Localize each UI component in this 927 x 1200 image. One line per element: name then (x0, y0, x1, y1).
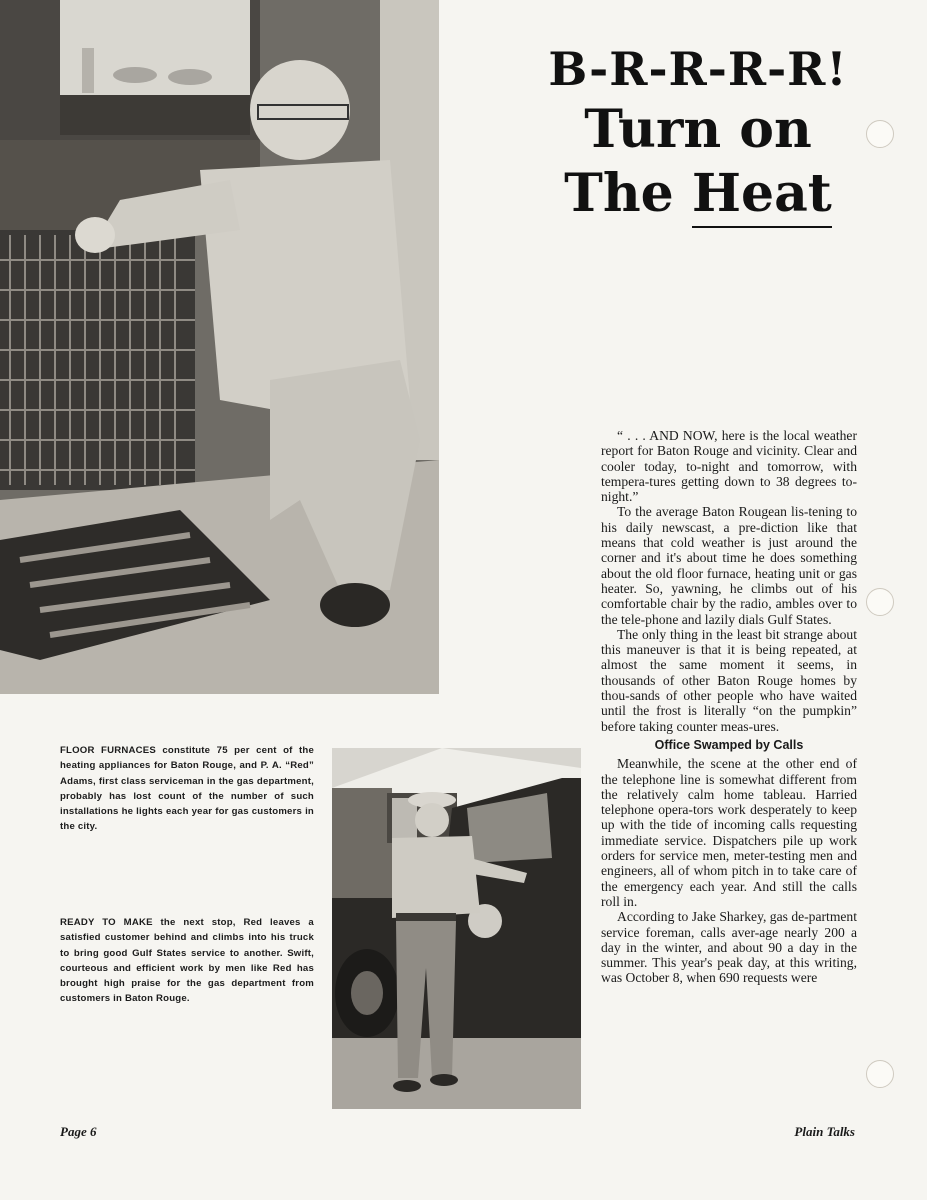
page-number: Page 6 (60, 1124, 97, 1139)
title-line-3 (548, 162, 848, 226)
article-paragraph: To the average Baton Rougean lis-tening to his daily newscast, a pre-diction like that means that cold weather is just around the corner and it's about time he does something about the old floor furnace, heating unit or gas heater. So, yawning, he climbs out of his comfortable chair by the radio, ambles over to the tele-phone and lazily dials Gulf States. (601, 504, 857, 627)
title-line-2: Turn on (584, 99, 812, 160)
punch-hole (866, 1060, 894, 1088)
article-body (601, 428, 857, 986)
caption-lead: READY TO MAKE (60, 917, 153, 928)
furnace-photo (0, 0, 439, 694)
punch-hole (866, 588, 894, 616)
truck-photo-caption (60, 915, 314, 1007)
article-paragraph: Meanwhile, the scene at the other end of the telephone line is somewhat different from the relatively calm home tableau. Harried telephone opera-tors work desperately to keep up with the tide of incoming calls requesting immediate service. Dispatchers pile up work orders for service men, meter-testing men and engineers, all of whom pitch in to take care of the emergency each year. And still the calls roll in. (601, 756, 857, 909)
title-word-the: The (564, 163, 674, 224)
article-paragraph: The only thing in the least bit strange about this maneuver is that it is being repeated, at almost the same moment it seems, in thousands of other Baton Rouge homes by thou-sands of other people who have waited until the frost is literally “on the pumpkin” before taking counter meas-ures. (601, 626, 857, 734)
article-subhead: Office Swamped by Calls (654, 737, 804, 752)
article-paragraph: “ . . . AND NOW, here is the local weather report for Baton Rouge and vicinity. Clear and cooler today, to-night and tomorrow, with tempera-tures getting down to 38 degrees to-night.” (601, 428, 857, 505)
title-line-1: B-R-R-R-R! (548, 42, 848, 96)
caption-text: constitute 75 per cent of the heating appliances for Baton Rouge, and P. A. “Red” Adams, first class serviceman in the gas department, probably has lost count of the number of such installations he lights each year for gas customers in the city. (60, 745, 314, 833)
article-paragraph: According to Jake Sharkey, gas de-partment service foreman, calls aver-age nearly 200 a day in the winter, and about 90 a day in the summer. This year's peak day, at this writing, was October 8, when 690 requests were (601, 909, 857, 986)
punch-hole (866, 120, 894, 148)
article-title (548, 40, 848, 226)
caption-lead: FLOOR FURNACES (60, 745, 156, 756)
furnace-photo-caption (60, 743, 314, 835)
truck-photo (332, 748, 581, 1109)
title-word-heat: Heat (692, 163, 832, 228)
caption-text: the next stop, Red leaves a satisfied customer behind and climbs into his truck to bring good Gulf States service to another. Swift, courteous and efficient work by men like Red has brought high praise for the gas department from customers in Baton Rouge. (60, 917, 314, 1005)
publication-name: Plain Talks (794, 1124, 855, 1139)
